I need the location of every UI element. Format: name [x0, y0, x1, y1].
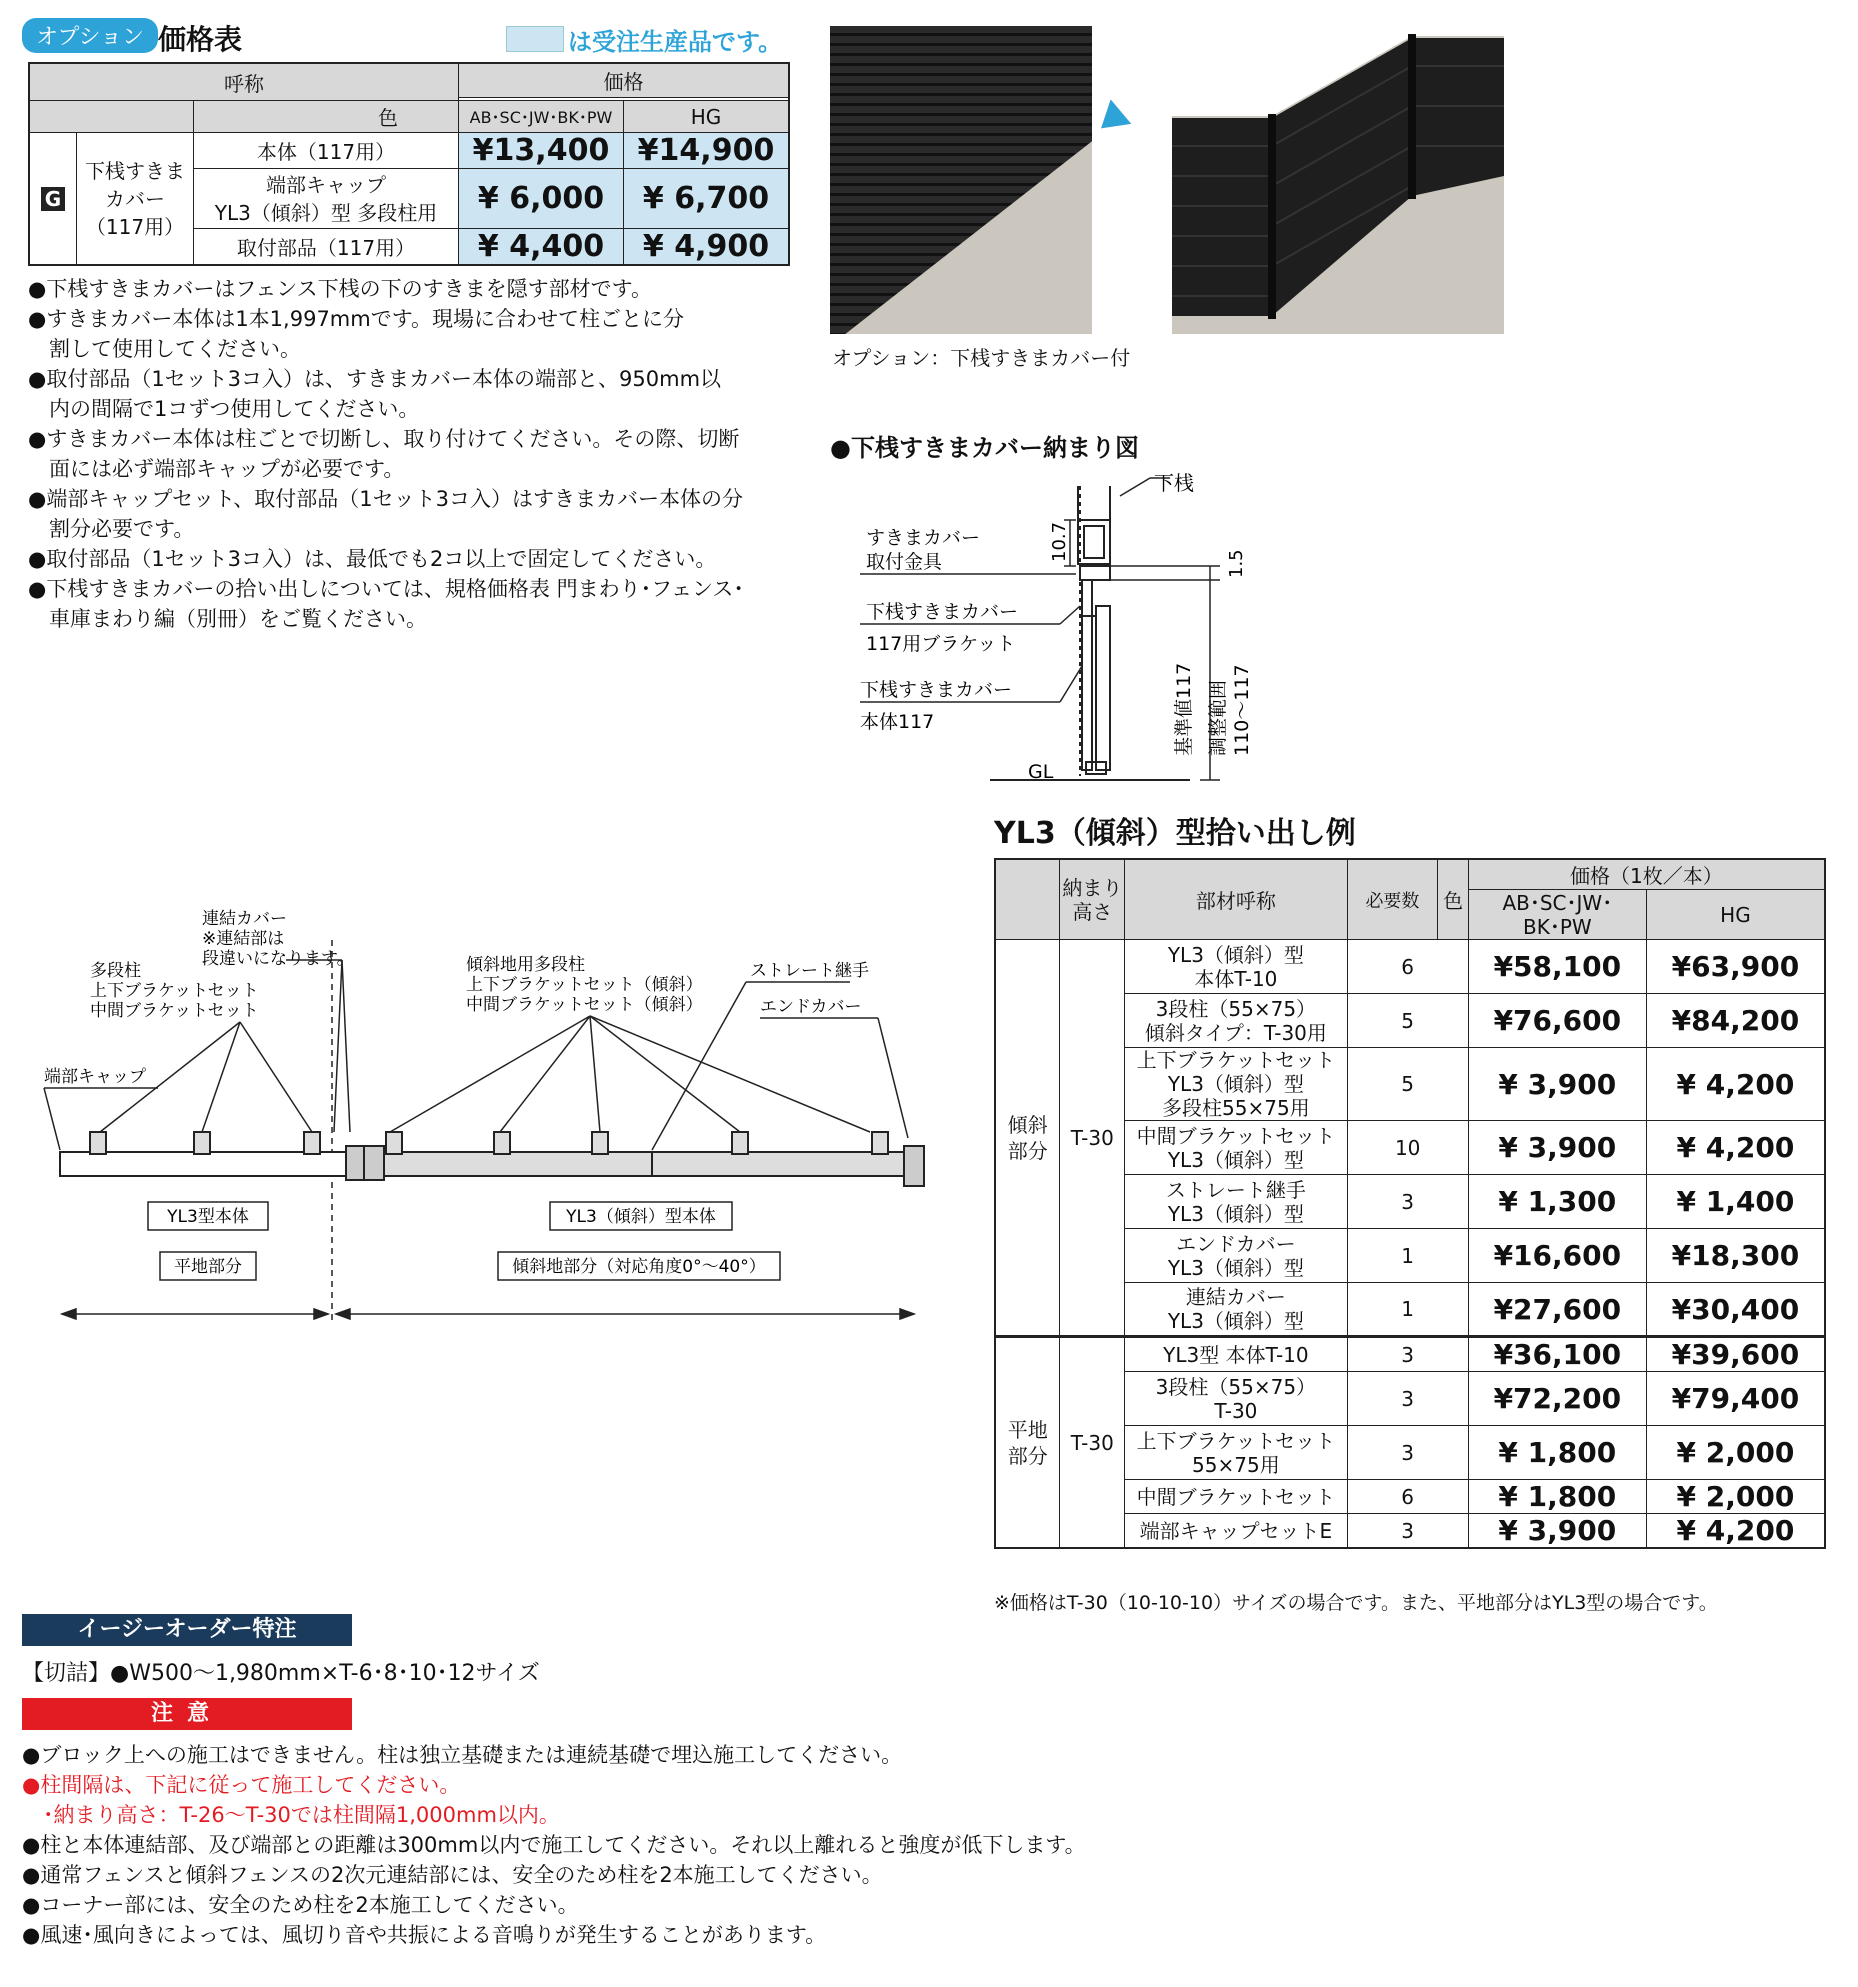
row-name: 取付部品（117用）: [194, 229, 459, 266]
price-cell: ¥ 6,000: [459, 169, 624, 229]
pointer-arrow-icon: [1091, 99, 1131, 140]
dim-range-label: 調整範囲: [1207, 679, 1229, 756]
price-cell: ¥ 2,000: [1646, 1480, 1825, 1514]
qty-cell: 3: [1347, 1175, 1468, 1229]
label-bracket-1: 下桟すきまカバー: [866, 601, 1019, 623]
header-col2: HG: [1646, 890, 1825, 940]
label-flat-part: 平地部分: [174, 1257, 242, 1277]
label-shitasan: 下桟: [1154, 471, 1194, 495]
caution-item: ●柱間隔は、下記に従って施工してください。: [22, 1773, 461, 1797]
group-height: T-30: [1060, 940, 1125, 1337]
qty-cell: 3: [1347, 1337, 1468, 1372]
group-label: 平地 部分: [995, 1337, 1060, 1549]
option-notes: ●下桟すきまカバーはフェンス下桟の下のすきまを隠す部材です。 ●すきまカバー本体は1本1,997mmです。現場に合わせて柱ごとに分 割して使用してください。 ●取付部品（1セット3コ入）は、すきまカバー本体の端部と、950mm以 内の間隔で1コずつ使用してください。 ●すきまカバー本体は柱ごとで切断し、取り付けてください。その際、切断 面には必ず端部キャップが必要です。 ●端部キャップセット、取付部品（1セット3コ入）はすきまカバー本体の分 割分必要です。 ●取付部品（1セット3コ入）は、最低でも2コ以上で固定してください。 ●下桟すきまカバーの拾い出しについては、規格価格表 門まわり･フェンス･ 車庫まわり編（別冊）をご覧ください。: [28, 277, 744, 631]
header-col1: AB･SC･JW･ BK･PW: [1468, 890, 1646, 940]
caution-item: ･納まり高さ：T-26〜T-30では柱間隔1,000mm以内。: [22, 1803, 560, 1827]
part-name: ストレート継手 YL3（傾斜）型: [1125, 1175, 1347, 1229]
price-cell: ¥ 1,800: [1468, 1480, 1646, 1514]
price-cell: ¥39,600: [1646, 1337, 1825, 1372]
price-cell: ¥58,100: [1468, 940, 1646, 994]
caution-item: ●通常フェンスと傾斜フェンスの2次元連結部には、安全のため柱を2本施工してください。: [22, 1863, 883, 1887]
price-cell: ¥ 4,400: [459, 229, 624, 266]
price-cell: ¥ 4,900: [624, 229, 790, 266]
price-cell: ¥13,400: [459, 133, 624, 169]
price-cell: ¥ 3,900: [1468, 1514, 1646, 1549]
part-name: 上下ブラケットセット YL3（傾斜）型 多段柱55×75用: [1125, 1048, 1347, 1121]
price-cell: ¥ 3,900: [1468, 1048, 1646, 1121]
price-cell: ¥16,600: [1468, 1229, 1646, 1283]
option-price-table: [28, 62, 790, 266]
label-renketsu-3: 段違いになります。: [202, 949, 354, 969]
dim-range: 110〜117: [1231, 664, 1253, 756]
easy-order-bar: イージーオーダー特注: [22, 1614, 352, 1646]
price-cell: ¥ 6,700: [624, 169, 790, 229]
price-cell: ¥ 4,200: [1646, 1121, 1825, 1175]
part-name: YL3型 本体T-10: [1125, 1337, 1347, 1372]
label-bracket-2: 117用ブラケット: [866, 633, 1016, 655]
part-name: 端部キャップセットE: [1125, 1514, 1347, 1549]
product-photo-closeup: [830, 26, 1092, 334]
part-name: YL3（傾斜）型 本体T-10: [1125, 940, 1347, 994]
price-cell: ¥36,100: [1468, 1337, 1646, 1372]
caution-item: ●柱と本体連結部、及び端部との距離は300mm以内で施工してください。それ以上離れると強度が低下します。: [22, 1833, 1086, 1857]
yl3-footnote: ※価格はT-30（10-10-10）サイズの場合です。また、平地部分はYL3型の場合です。: [994, 1592, 1718, 1614]
price-cell: ¥14,900: [624, 133, 790, 169]
qty-cell: 3: [1347, 1372, 1468, 1426]
qty-cell: 5: [1347, 994, 1468, 1048]
row-name: 本体（117用）: [194, 133, 459, 169]
header-price: 価格: [459, 63, 790, 97]
dim-1-5: 1.5: [1226, 549, 1247, 578]
dim-standard: 基準値117: [1173, 662, 1195, 756]
product-photo-fence: [1172, 26, 1504, 334]
caution-item: ●風速･風向きによっては、風切り音や共振による音鳴りが発生することがあります。: [22, 1923, 827, 1947]
qty-cell: 3: [1347, 1514, 1468, 1549]
label-sukima-1: すきまカバー: [866, 527, 981, 549]
option-badge: オプション: [22, 18, 158, 53]
label-endcover: エンドカバー: [760, 997, 862, 1017]
label-renketsu-1: 連結カバー: [202, 909, 287, 929]
price-cell: ¥ 2,000: [1646, 1426, 1825, 1480]
label-gl: GL: [1028, 761, 1054, 783]
price-cell: ¥ 1,800: [1468, 1426, 1646, 1480]
header-color: 色: [194, 101, 459, 133]
product-name: 下桟すきま カバー （117用）: [77, 133, 194, 266]
section-diagram: [860, 466, 1280, 806]
caution-item: ●ブロック上への施工はできません。柱は独立基礎または連続基礎で埋込施工してください。: [22, 1743, 903, 1767]
label-slope-part: 傾斜地部分（対応角度0°〜40°）: [512, 1257, 766, 1277]
header-col1: AB･SC･JW･BK･PW: [459, 101, 624, 133]
price-cell: ¥72,200: [1468, 1372, 1646, 1426]
dim-10-7: 10.7: [1049, 521, 1070, 562]
group-label: 傾斜 部分: [995, 940, 1060, 1337]
price-cell: ¥ 1,300: [1468, 1175, 1646, 1229]
group-cell: G: [29, 133, 77, 266]
price-cell: ¥30,400: [1646, 1283, 1825, 1337]
made-to-order-swatch: [506, 26, 564, 52]
qty-cell: 6: [1347, 1480, 1468, 1514]
row-name: 端部キャップ YL3（傾斜）型 多段柱用: [194, 169, 459, 229]
price-cell: ¥27,600: [1468, 1283, 1646, 1337]
price-cell: ¥79,400: [1646, 1372, 1825, 1426]
caution-list: [22, 1740, 1086, 1950]
yl3-pickup-table: [994, 858, 1826, 1549]
part-name: 3段柱（55×75） T-30: [1125, 1372, 1347, 1426]
label-straight: ストレート継手: [750, 961, 869, 981]
label-keisha-1: 傾斜地用多段柱: [466, 955, 585, 975]
header-part: 部材呼称: [1125, 859, 1347, 940]
header-price: 価格（1枚／本）: [1468, 859, 1825, 890]
made-to-order-legend: は受注生産品です。: [568, 28, 783, 56]
price-cell: ¥63,900: [1646, 940, 1825, 994]
label-sukima-2: 取付金具: [866, 551, 943, 573]
caution-bar: 注意: [22, 1698, 352, 1730]
header-name: 呼称: [29, 63, 459, 101]
qty-cell: 1: [1347, 1229, 1468, 1283]
label-body-2: 本体117: [860, 711, 935, 733]
group-height: T-30: [1060, 1337, 1125, 1549]
qty-cell: 1: [1347, 1283, 1468, 1337]
header-color: 色: [1438, 859, 1468, 940]
label-tadan-3: 中間ブラケットセット: [90, 1001, 259, 1021]
label-tadan-1: 多段柱: [90, 961, 141, 981]
price-cell: ¥ 4,200: [1646, 1514, 1825, 1549]
header-col2: HG: [624, 101, 790, 133]
qty-cell: 3: [1347, 1426, 1468, 1480]
label-keisha-2: 上下ブラケットセット（傾斜）: [466, 975, 703, 995]
label-body-flat: YL3型本体: [167, 1207, 249, 1227]
fence-illustration: [1172, 26, 1504, 334]
part-name: 中間ブラケットセット: [1125, 1480, 1347, 1514]
header-height: 納まり 高さ: [1060, 859, 1125, 940]
label-tadan-2: 上下ブラケットセット: [90, 981, 259, 1001]
caution-item: ●コーナー部には、安全のため柱を2本施工してください。: [22, 1893, 579, 1917]
label-keisha-3: 中間ブラケットセット（傾斜）: [466, 995, 703, 1015]
label-tanbu: 端部キャップ: [44, 1067, 146, 1087]
price-cell: ¥ 1,400: [1646, 1175, 1825, 1229]
part-name: 連結カバー YL3（傾斜）型: [1125, 1283, 1347, 1337]
label-body-slope: YL3（傾斜）型本体: [566, 1207, 716, 1227]
label-body-1: 下桟すきまカバー: [860, 679, 1013, 701]
qty-cell: 5: [1347, 1048, 1468, 1121]
price-table-title: 価格表: [158, 23, 243, 56]
part-name: 3段柱（55×75） 傾斜タイプ：T-30用: [1125, 994, 1347, 1048]
header-qty: 必要数: [1347, 859, 1438, 940]
easy-order-line: 【切詰】●W500〜1,980mm×T-6･8･10･12サイズ: [22, 1661, 540, 1686]
part-name: 中間ブラケットセット YL3（傾斜）型: [1125, 1121, 1347, 1175]
part-name: エンドカバー YL3（傾斜）型: [1125, 1229, 1347, 1283]
yl3-table-title: YL3（傾斜）型拾い出し例: [994, 816, 1356, 851]
price-cell: ¥ 3,900: [1468, 1121, 1646, 1175]
price-cell: ¥76,600: [1468, 994, 1646, 1048]
price-cell: ¥84,200: [1646, 994, 1825, 1048]
price-cell: ¥ 4,200: [1646, 1048, 1825, 1121]
label-renketsu-2: ※連結部は: [202, 929, 285, 949]
price-cell: ¥18,300: [1646, 1229, 1825, 1283]
qty-cell: 6: [1347, 940, 1468, 994]
layout-diagram: [30, 900, 930, 1340]
qty-cell: 10: [1347, 1121, 1468, 1175]
section-diagram-title: ●下桟すきまカバー納まり図: [830, 434, 1139, 462]
photo-caption: オプション：下桟すきまカバー付: [832, 346, 1131, 370]
part-name: 上下ブラケットセット 55×75用: [1125, 1426, 1347, 1480]
